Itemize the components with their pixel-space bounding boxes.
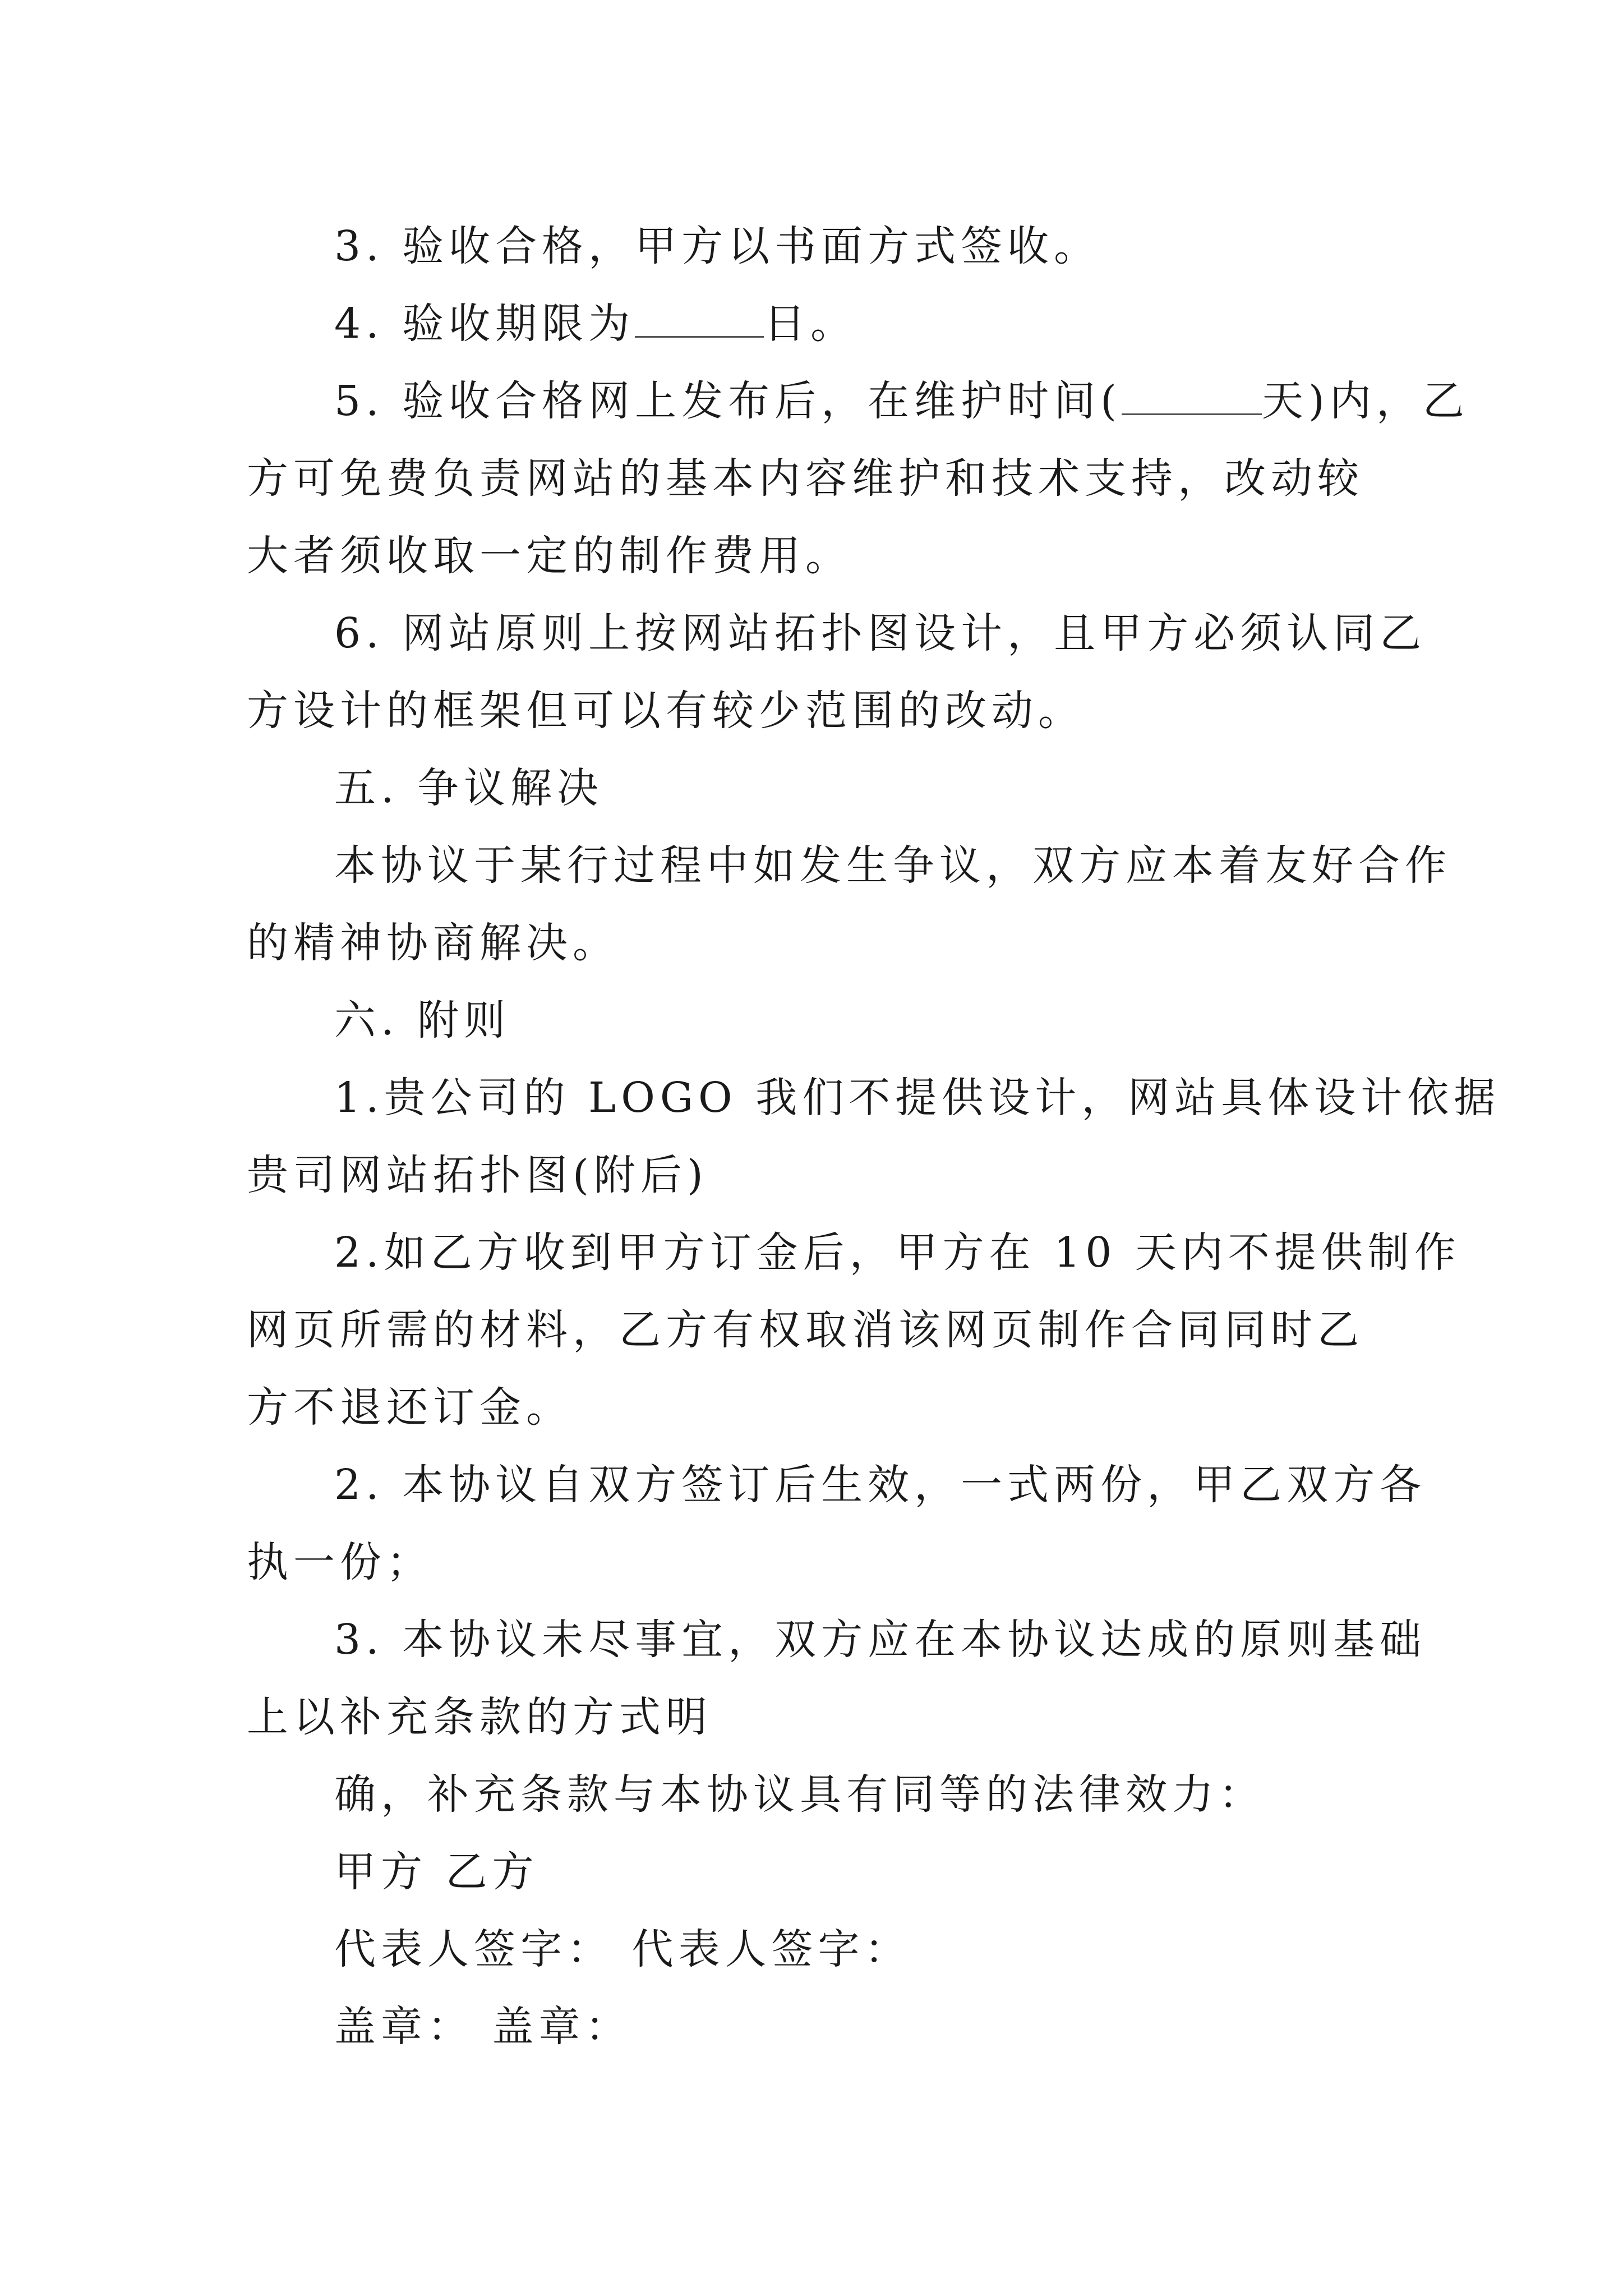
- clause-5-text-before: 5. 验收合格网上发布后，在维护时间(: [334, 377, 1122, 425]
- appendix-item-3-line2: 上以补充条款的方式明: [247, 1693, 712, 1741]
- appendix-item-3-line1: 3. 本协议未尽事宜，双方应在本协议达成的原则基础: [334, 1616, 1427, 1664]
- section-5-body-rest: 的精神协商解决。: [247, 919, 619, 967]
- signature-parties: 甲方 乙方: [334, 1848, 539, 1896]
- clause-4-period: [247, 285, 1385, 362]
- clause-5-text-after: 天)内，乙: [1262, 377, 1469, 425]
- section-6-heading: 六. 附则: [334, 996, 511, 1045]
- section-5-heading: 五. 争议解决: [334, 764, 604, 812]
- maintenance-days-blank: [1122, 374, 1262, 415]
- document-body: [247, 208, 1501, 2065]
- appendix-item-1-rest: 贵司网站拓扑图(附后): [247, 1151, 708, 1199]
- signature-seals: 盖章： 盖章：: [334, 2003, 632, 2051]
- clause-6-topology-rest: 方设计的框架但可以有较少范围的改动。: [247, 687, 1085, 735]
- clause-4-text-after: 日。: [764, 300, 857, 348]
- clause-5-maintenance-line1: [247, 362, 1469, 440]
- appendix-item-2a-rest: 网页所需的材料，乙方有权取消该网页制作合同同时乙方不退还订金。: [247, 1306, 1364, 1432]
- clause-3-acceptance: 3. 验收合格，甲方以书面方式签收。: [334, 222, 1101, 270]
- appendix-item-2b-rest: 执一份；: [247, 1538, 433, 1586]
- appendix-item-2a-line1: 2.如乙方收到甲方订金后，甲方在 10 天内不提供制作: [334, 1228, 1461, 1277]
- appendix-item-3-line3: 确，补充条款与本协议具有同等的法律效力：: [334, 1770, 1265, 1819]
- appendix-item-2b-line1: 2. 本协议自双方签订后生效，一式两份，甲乙双方各: [334, 1461, 1427, 1509]
- clause-4-text-before: 4. 验收期限为: [334, 300, 635, 348]
- clause-6-topology-line1: 6. 网站原则上按网站拓扑图设计，且甲方必须认同乙: [334, 609, 1427, 657]
- signature-representatives: 代表人签字： 代表人签字：: [334, 1925, 911, 1973]
- section-5-body-line1: 本协议于某行过程中如发生争议，双方应本着友好合作: [334, 841, 1451, 890]
- appendix-item-1-line1: 1.贵公司的 LOGO 我们不提供设计，网站具体设计依据: [334, 1074, 1501, 1122]
- clause-5-maintenance-rest: 方可免费负责网站的基本内容维护和技术支持，改动较大者须收取一定的制作费用。: [247, 454, 1364, 580]
- period-days-blank: [635, 297, 764, 338]
